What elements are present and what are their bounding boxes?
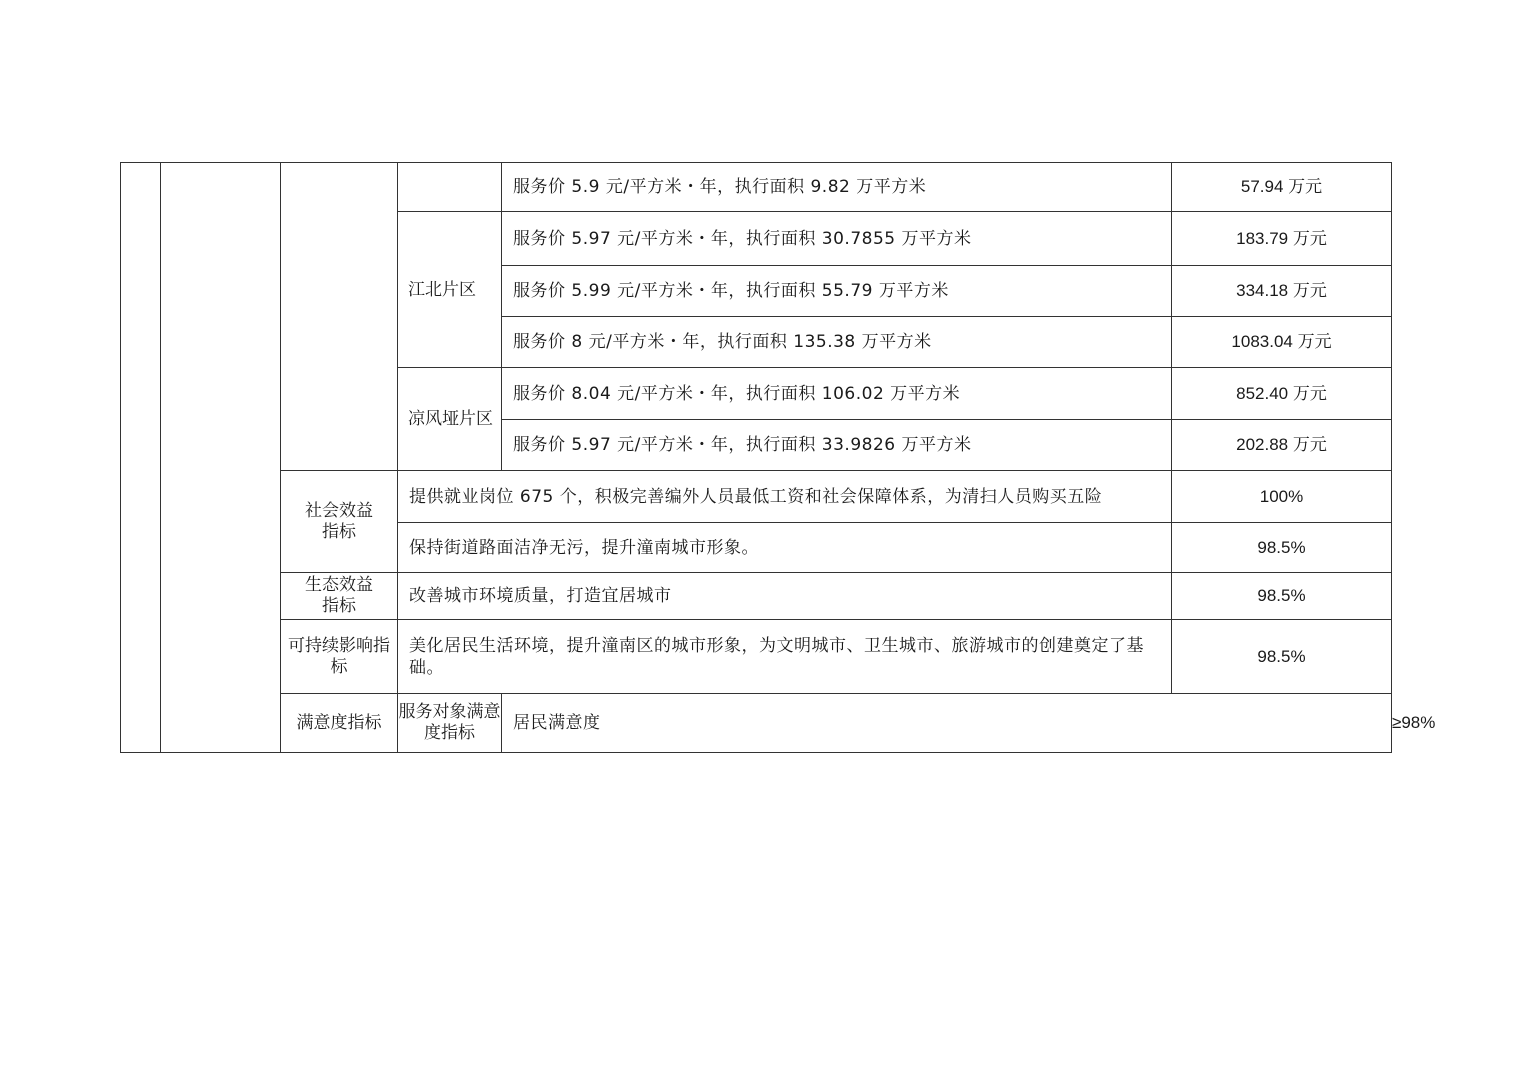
service-value: 1083.04 万元 (1172, 317, 1392, 368)
indicator-value: 100% (1172, 471, 1392, 523)
satisfaction-level3-label (398, 694, 502, 753)
level1-indicator-cell (121, 163, 161, 753)
satisfaction-level3-text: 服务对象满意度指标 (398, 702, 501, 743)
service-desc: 服务价 5.97 元/平方米・年，执行面积 33.9826 万平方米 (502, 420, 1172, 471)
indicator-desc: 保持街道路面洁净无污，提升潼南城市形象。 (398, 523, 1172, 573)
table-row (121, 471, 1392, 523)
district-cell-empty (398, 163, 502, 212)
service-value: 183.79 万元 (1172, 212, 1392, 266)
service-desc: 服务价 8.04 元/平方米・年，执行面积 106.02 万平方米 (502, 368, 1172, 420)
district-liangfengya: 凉风垭片区 (398, 368, 502, 471)
service-desc: 服务价 8 元/平方米・年，执行面积 135.38 万平方米 (502, 317, 1172, 368)
table-row: 满意度指标 服务对象满意度指标 居民满意度 ≥98% (121, 694, 1392, 753)
table-row (121, 573, 1392, 620)
social-benefit-label (281, 471, 398, 573)
service-desc: 服务价 5.99 元/平方米・年，执行面积 55.79 万平方米 (502, 266, 1172, 317)
indicator-desc: 提供就业岗位 675 个，积极完善编外人员最低工资和社会保障体系，为清扫人员购买五险 (398, 471, 1172, 523)
indicator-value: 98.5% (1172, 620, 1392, 694)
service-desc: 服务价 5.9 元/平方米・年，执行面积 9.82 万平方米 (502, 163, 1172, 212)
table-row (121, 163, 1392, 212)
indicator-desc: 居民满意度 (502, 694, 1392, 753)
performance-indicator-table (120, 162, 1436, 753)
sustain-label-text: 可持续影响指标 (288, 635, 390, 677)
level3-indicator-cell (281, 163, 398, 471)
service-value: 852.40 万元 (1172, 368, 1392, 420)
level2-indicator-cell (161, 163, 281, 753)
eco-benefit-label (281, 573, 398, 620)
social-benefit-label-text: 社会效益指标 (305, 500, 373, 542)
indicator-value: 98.5% (1172, 573, 1392, 620)
indicator-value: 98.5% (1172, 523, 1392, 573)
indicator-desc: 改善城市环境质量，打造宜居城市 (398, 573, 1172, 620)
table-row (121, 620, 1392, 694)
district-jiangbei: 江北片区 (398, 212, 502, 368)
sustain-label (281, 620, 398, 694)
service-value: 202.88 万元 (1172, 420, 1392, 471)
service-value: 57.94 万元 (1172, 163, 1392, 212)
eco-benefit-label-text: 生态效益指标 (305, 575, 373, 616)
service-desc: 服务价 5.97 元/平方米・年，执行面积 30.7855 万平方米 (502, 212, 1172, 266)
satisfaction-level2-label: 满意度指标 (281, 694, 398, 753)
service-value: 334.18 万元 (1172, 266, 1392, 317)
indicator-desc: 美化居民生活环境，提升潼南区的城市形象，为文明城市、卫生城市、旅游城市的创建奠定了基础。 (398, 620, 1172, 694)
